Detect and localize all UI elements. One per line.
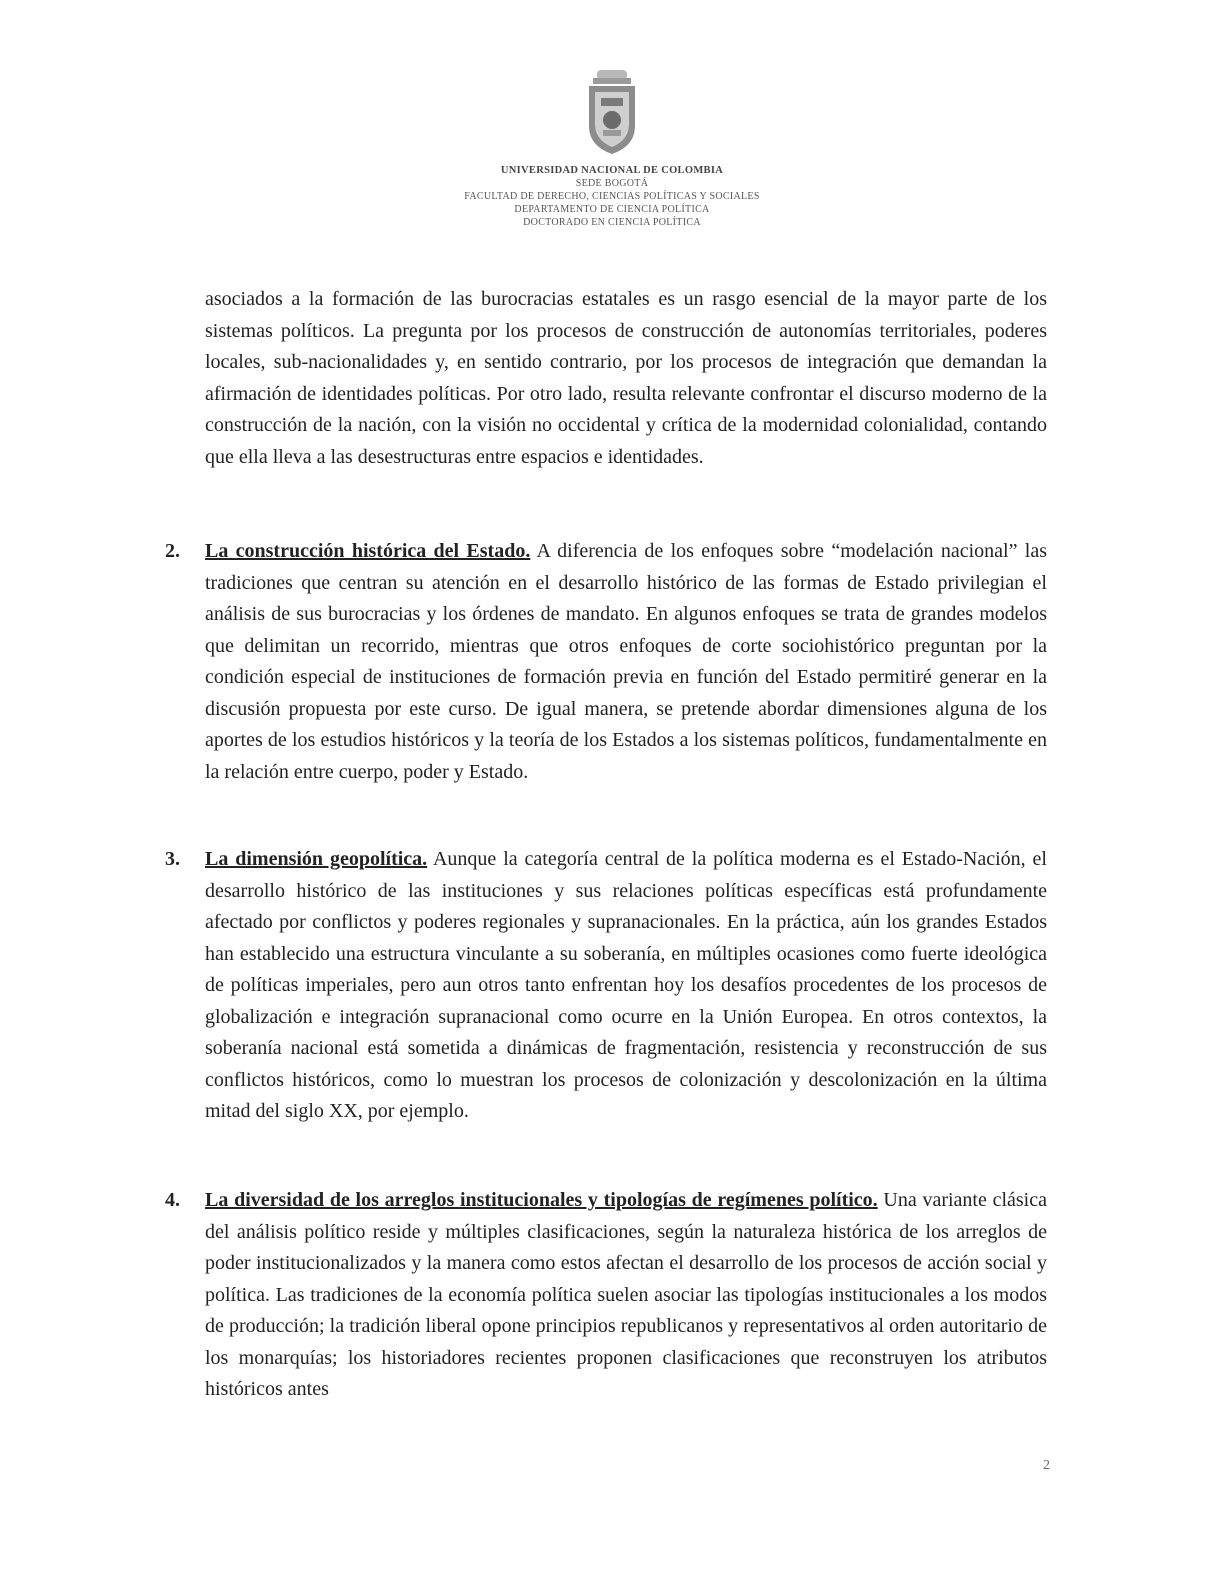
institution-line: UNIVERSIDAD NACIONAL DE COLOMBIA [500,165,724,176]
institution-line: SEDE BOGOTÁ [575,178,649,189]
list-item-body: Aunque la categoría central de la política moderna es el Estado-Nación, el desarrollo histórico de las instituciones y sus relaciones políticas específicas está profundamente afectado por conflictos y poderes regionales y supranacionales. En la práctica, aún los grandes Estados han establecido una estructura vinculante a su soberanía, en múltiples ocasiones como fuerte ideológica de políticas imperiales, pero aun otros tanto enfrentan hoy los desafíos procedentes de los procesos de globalización e integración supranacional como ocurre en la Unión Europea. En otros contextos, la soberanía nacional está sometida a dinámicas de fragmentación, resistencia y reconstrucción de sus conflictos históricos, como lo muestran los procesos de colonización y descolonización en la última mitad del siglo XX, por ejemplo. [205,848,1047,1122]
list-item-paragraph [205,844,1047,1128]
university-coat-of-arms-icon [583,68,641,156]
list-item-paragraph [205,1185,1047,1406]
list-item-paragraph [205,536,1047,788]
institution-line: DOCTORADO EN CIENCIA POLÍTICA [523,217,701,228]
institution-line: DEPARTAMENTO DE CIENCIA POLÍTICA [514,204,710,215]
institution-line: FACULTAD DE DERECHO, CIENCIAS POLÍTICAS Y SOCIALES [464,191,760,202]
list-item-number: 3. [165,848,180,870]
list-item-body: Una variante clásica del análisis político reside y múltiples clasificaciones, según la naturaleza histórica de los arreglos de poder institucionalizados y la manera como estos afectan el desarrollo de los procesos de acción social y política. Las tradiciones de la economía política suelen asociar las tipologías institucionales a los modos de producción; la tradición liberal opone principios republicanos y representativos al orden autoritario de los monarquías; los historiadores recientes proponen clasificaciones que reconstruyen los atributos históricos antes [205,1189,1047,1400]
intro-paragraph: asociados a la formación de las burocracias estatales es un rasgo esencial de la mayor parte de los sistemas políticos. La pregunta por los procesos de construcción de autonomías territoriales, poderes locales, sub-nacionalidades y, en sentido contrario, por los procesos de integración que demandan la afirmación de identidades políticas. Por otro lado, resulta relevante confrontar el discurso moderno de la construcción de la nación, con la visión no occidental y crítica de la modernidad colonialidad, contando que ella lleva a las desestructuras entre espacios e identidades. [205,288,1047,468]
list-item-title: La construcción histórica del Estado. [205,540,531,562]
list-item-body: A diferencia de los enfoques sobre “modelación nacional” las tradiciones que centran su atención en el desarrollo histórico de las formas de Estado privilegian el análisis de sus burocracias y los órdenes de mandato. En algunos enfoques se trata de grandes modelos que delimitan un recorrido, mientras que otros enfoques de corte sociohistórico preguntan por la condición especial de instituciones de formación previa en función del Estado permitiré generar en la discusión propuesta por este curso. De igual manera, se pretende abordar dimensiones alguna de los aportes de los estudios históricos y la teoría de los Estados a los sistemas políticos, fundamentalmente en la relación entre cuerpo, poder y Estado. [205,540,1047,783]
list-item-title: La dimensión geopolítica. [205,848,428,870]
institution-lines [0,164,1224,229]
list-item-title: La diversidad de los arreglos institucionales y tipologías de regímenes político. [205,1189,878,1211]
list-item-number: 4. [165,1189,180,1211]
letterhead [0,68,1224,229]
list-item-number: 2. [165,540,180,562]
page-number: 2 [1043,1458,1050,1473]
